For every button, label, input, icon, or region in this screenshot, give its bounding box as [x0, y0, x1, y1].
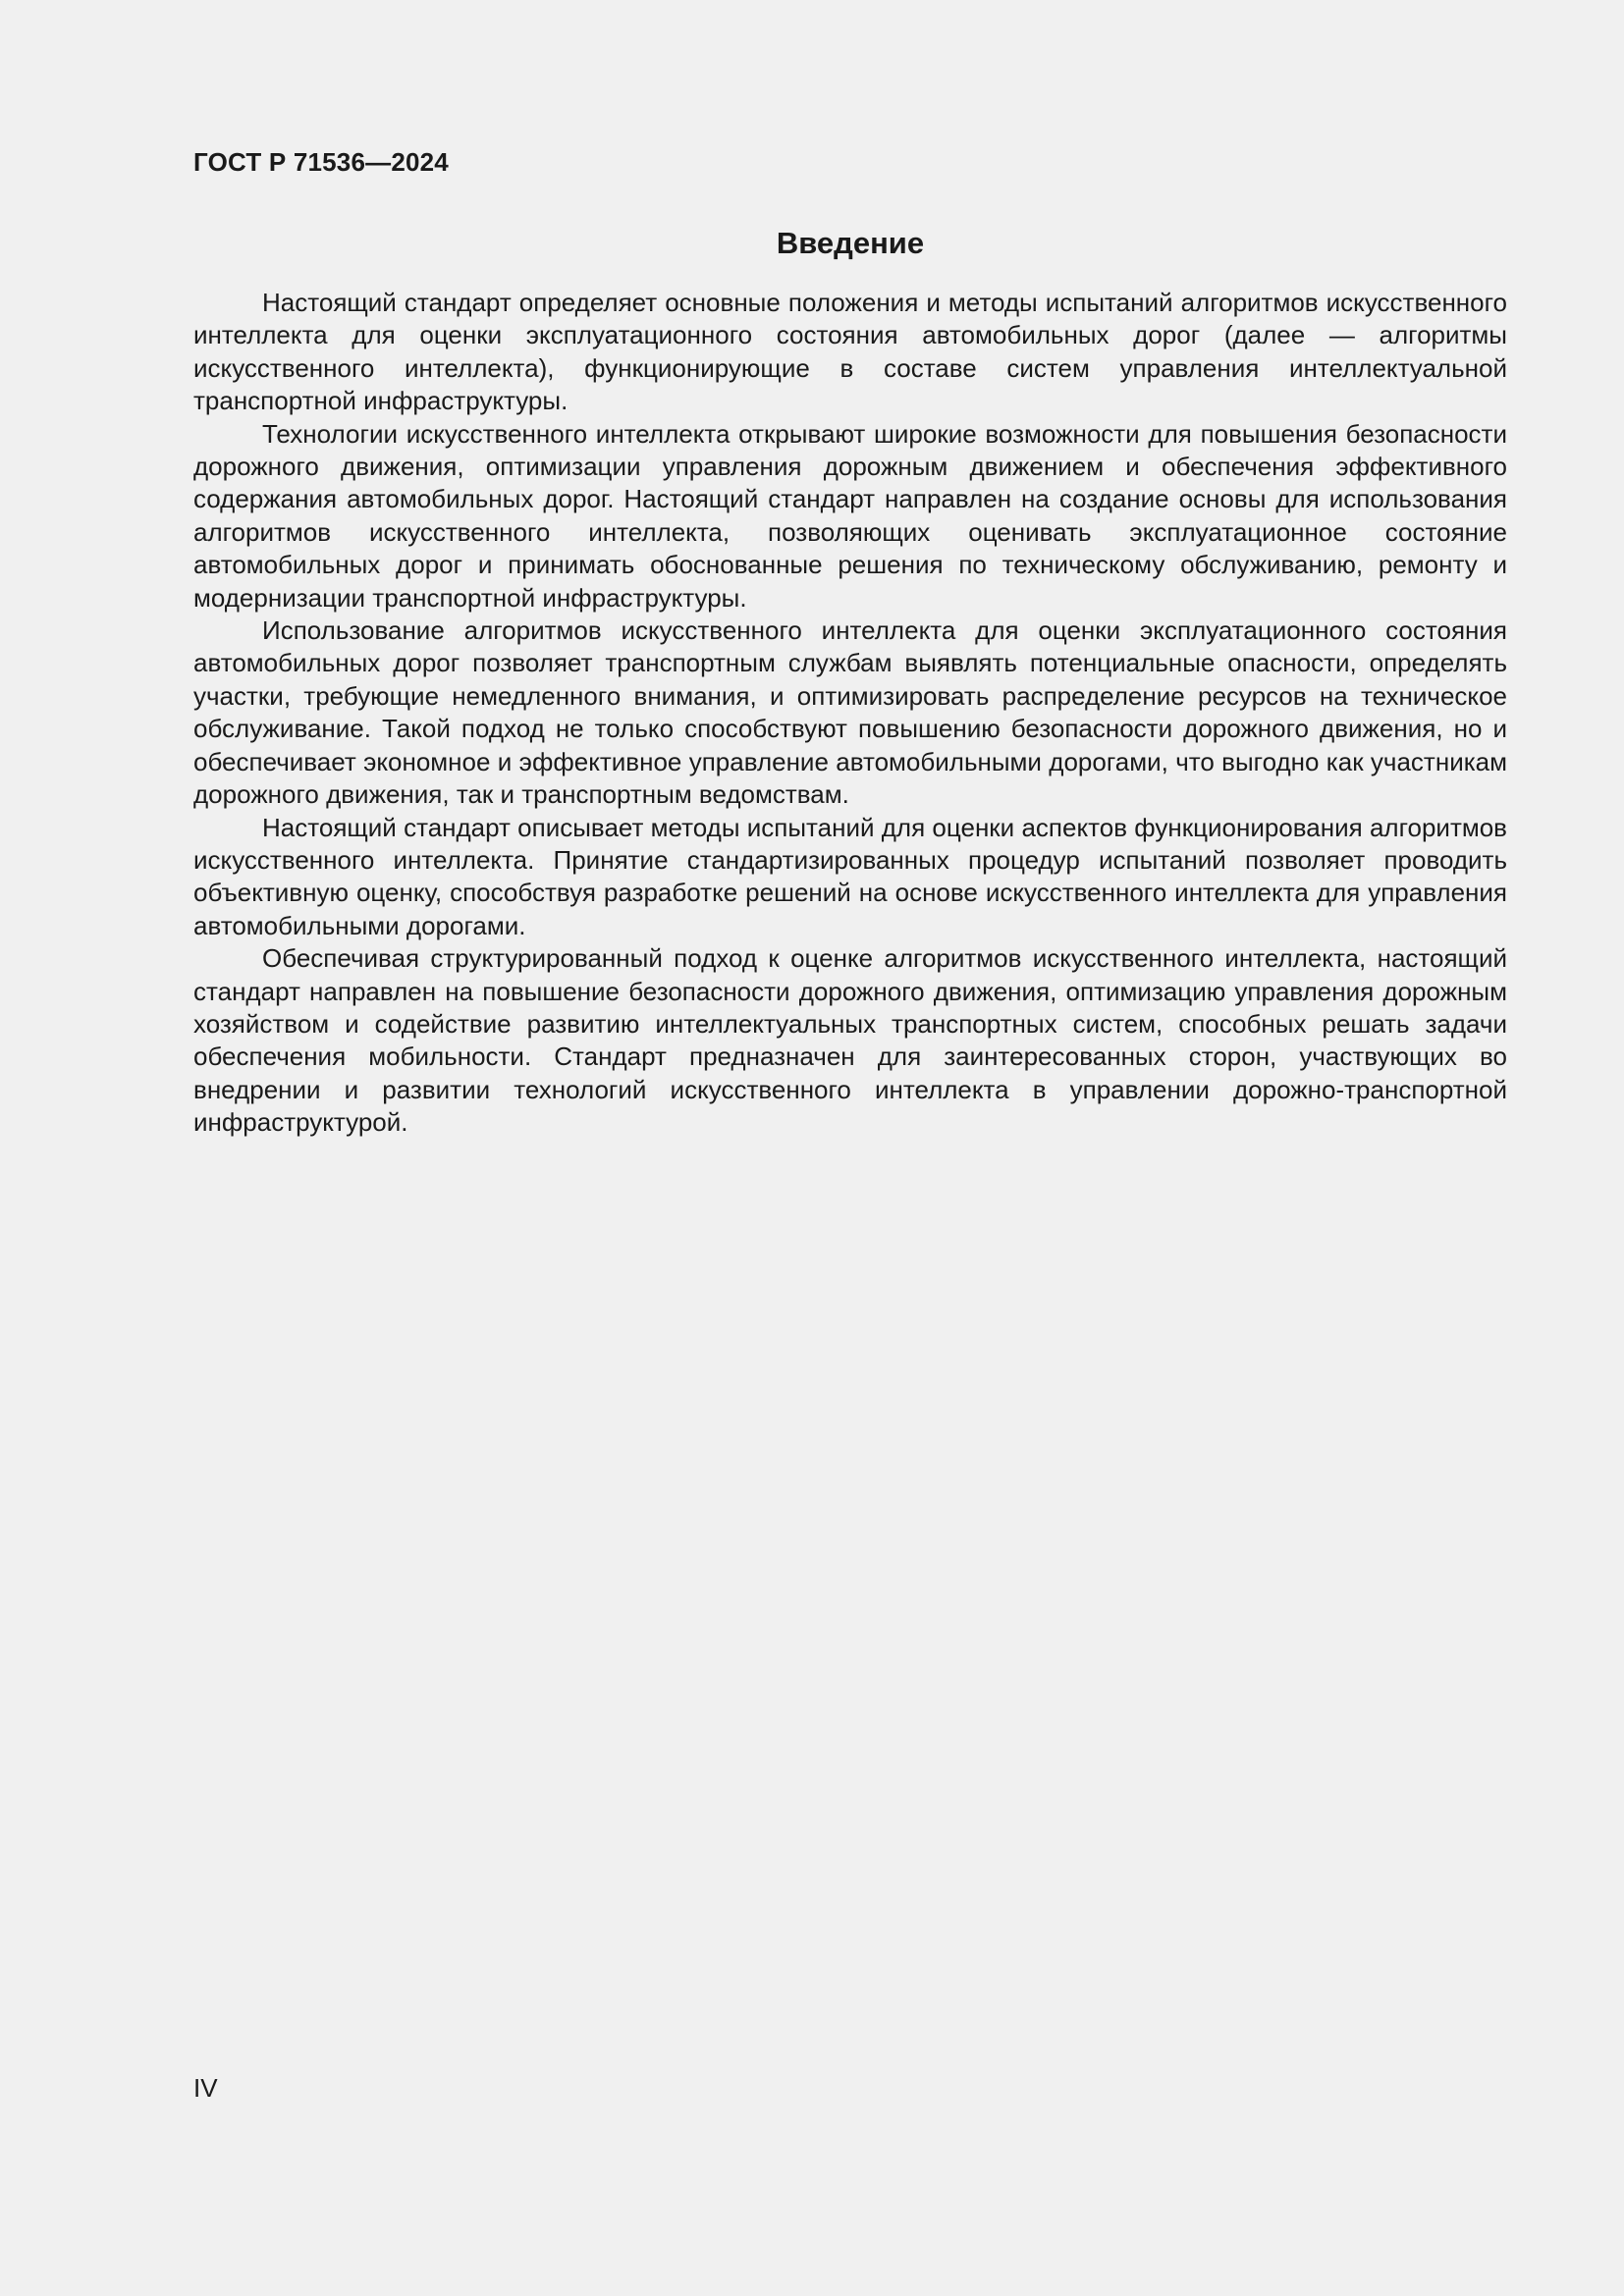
- paragraph: Технологии искусственного интеллекта открывают широкие возможности для повышения безопасности дорожного движения, оптимизации управления дорожным движением и обеспечения эффективного содержания автомобильных дорог. Настоящий стандарт направлен на создание основы для использования алгоритмов искусственного интеллекта, позволяющих оценивать эксплуатационное состояние автомобильных дорог и принимать обоснованные решения по техническому обслуживанию, ремонту и модернизации транспортной инфраструктуры.: [193, 418, 1507, 613]
- document-number: ГОСТ Р 71536—2024: [193, 147, 449, 177]
- paragraph: Обеспечивая структурированный подход к оценке алгоритмов искусственного интеллекта, настоящий стандарт направлен на повышение безопасности дорожного движения, оптимизацию управления дорожным хозяйством и содействие развитию интеллектуальных транспортных систем, способных решать задачи обеспечения мобильности. Стандарт предназначен для заинтересованных сторон, участвующих во внедрении и развитии технологий искусственного интеллекта в управлении дорожно-транспортной инфраструктурой.: [193, 943, 1507, 1138]
- page-number: IV: [193, 2073, 218, 2103]
- paragraph: Использование алгоритмов искусственного интеллекта для оценки эксплуатационного состояния автомобильных дорог позволяет транспортным службам выявлять потенциальные опасности, определять участки, требующие немедленного внимания, и оптимизировать распределение ресурсов на техническое обслуживание. Такой подход не только способствуют повышению безопасности дорожного движения, но и обеспечивает экономное и эффективное управление автомобильными дорогами, что выгодно как участникам дорожного движения, так и транспортным ведомствам.: [193, 615, 1507, 810]
- section-body: [193, 287, 1507, 1140]
- paragraph: Настоящий стандарт определяет основные положения и методы испытаний алгоритмов искусственного интеллекта для оценки эксплуатационного состояния автомобильных дорог (далее — алгоритмы искусственного интеллекта), функционирующие в составе систем управления интеллектуальной транспортной инфраструктуры.: [193, 288, 1507, 416]
- paragraph: Настоящий стандарт описывает методы испытаний для оценки аспектов функционирования алгоритмов искусственного интеллекта. Принятие стандартизированных процедур испытаний позволяет проводить объективную оценку, способствуя разработке решений на основе искусственного интеллекта для управления автомобильными дорогами.: [193, 812, 1507, 940]
- section-title: Введение: [776, 226, 925, 260]
